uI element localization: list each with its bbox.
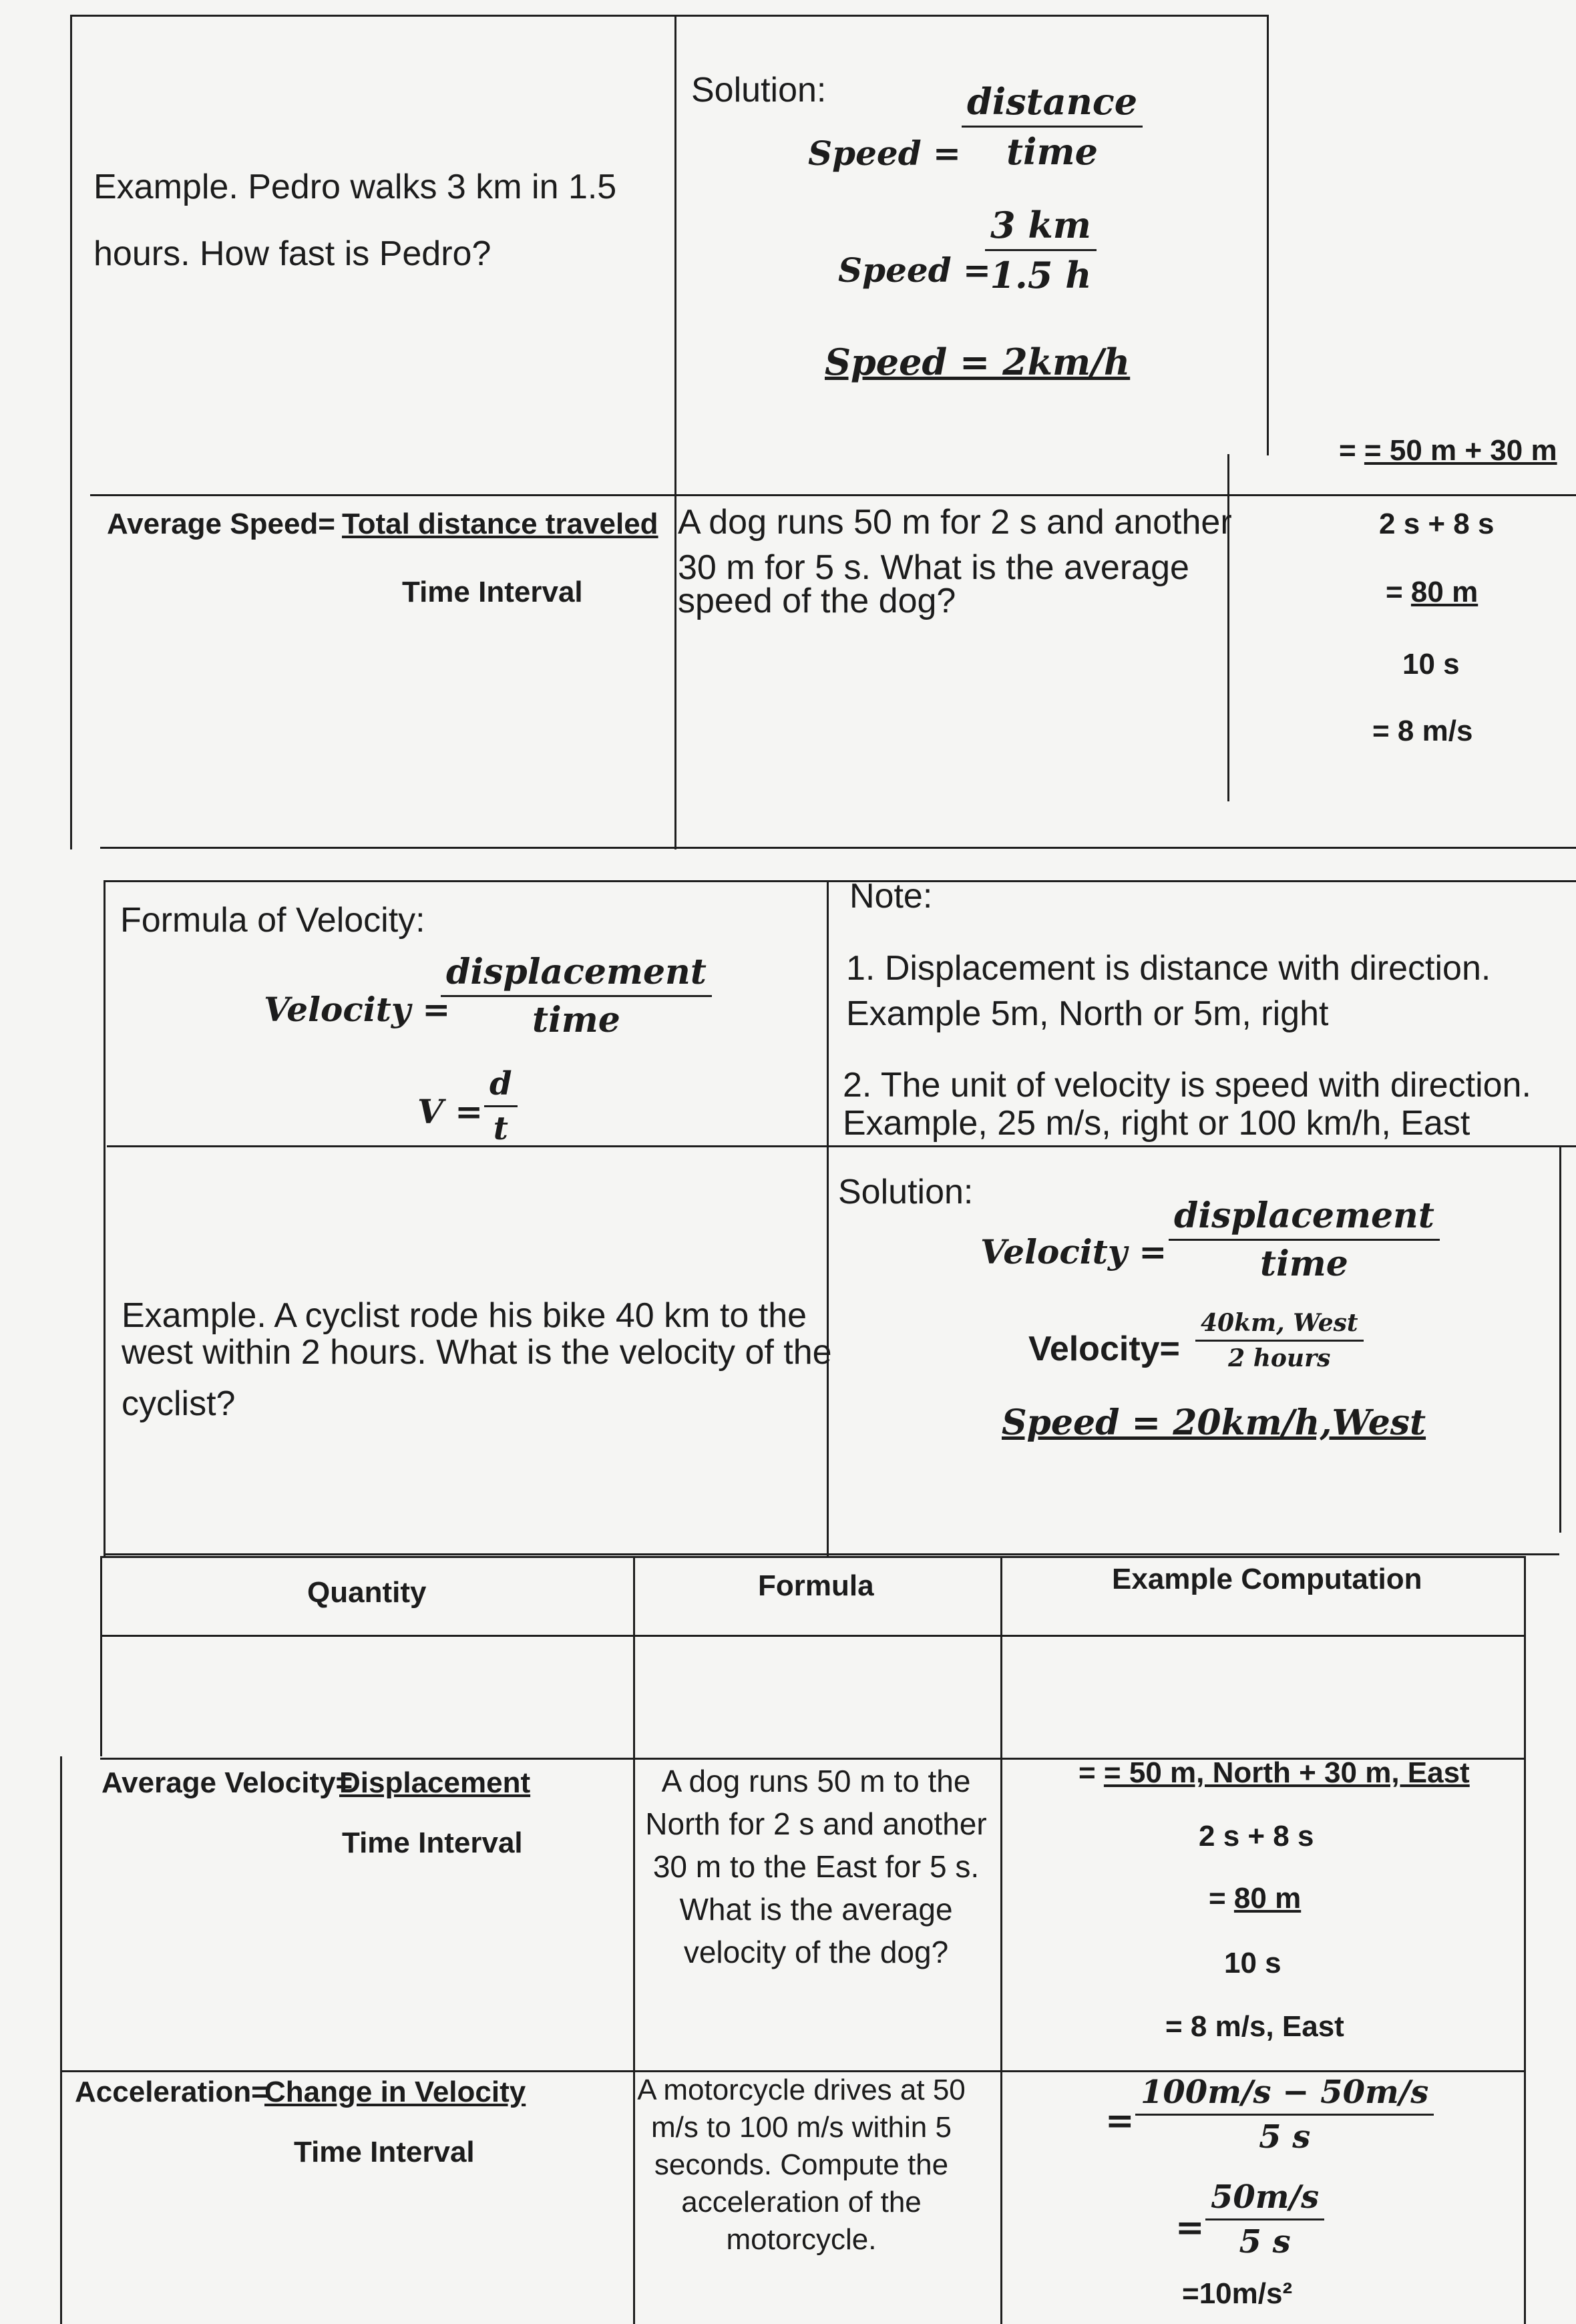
speed-substitution-fraction — [985, 204, 1097, 297]
note2-line2: Example, 25 m/s, right or 100 km/h, East — [843, 1104, 1470, 1143]
avg-velocity-calc-equals: = — [1209, 1882, 1234, 1915]
avg-velocity-problem-line: 30 m to the East for 5 s. — [652, 1849, 980, 1884]
velocity-substitution-fraction — [1195, 1309, 1364, 1372]
velocity-formula-label: Formula of Velocity: — [120, 901, 425, 940]
acceleration-label-prefix: Acceleration= — [75, 2076, 268, 2108]
acceleration-numerator: Change in Velocity — [264, 2076, 526, 2108]
note1-line1: 1. Displacement is distance with direction. — [846, 949, 1491, 988]
avg-velocity-problem-line: What is the average — [679, 1892, 953, 1927]
speed-result: Speed = 2km/h — [825, 341, 1131, 383]
acceleration-eq1: = — [1105, 2100, 1135, 2141]
velocity-solution-label: Solution: — [838, 1173, 974, 1211]
pedro-example-line2: hours. How fast is Pedro? — [93, 234, 491, 273]
box1-left-border — [70, 15, 72, 849]
speed-formula-denominator: time — [1006, 130, 1099, 173]
table-header-quantity: Quantity — [307, 1576, 427, 1609]
v-formula-numerator: d — [484, 1065, 518, 1107]
acceleration-problem-line: motorcycle. — [726, 2223, 877, 2256]
pedro-example-line1: Example. Pedro walks 3 km in 1.5 — [93, 168, 617, 206]
velocity-result: Speed = 20km/h,West — [1002, 1402, 1426, 1443]
velocity-formula-eq-label: Velocity = — [264, 990, 451, 1029]
avg-speed-calc-total — [1386, 576, 1478, 609]
note2-line1: 2. The unit of velocity is speed with direction. — [843, 1066, 1531, 1105]
acceleration-problem-line: acceleration of the — [681, 2186, 922, 2218]
cyclist-example-line1: Example. A cyclist rode his bike 40 km to the — [122, 1296, 807, 1335]
box1-top-border — [70, 15, 1269, 17]
dog-problem-line3: speed of the dog? — [678, 582, 956, 620]
avg-speed-calc-sum: = 50 m + 30 m — [1364, 434, 1557, 467]
velocity-solution-denominator: time — [1259, 1243, 1348, 1284]
speed-substitution-label: Speed = — [838, 250, 991, 290]
velocity-solution-numerator: displacement — [1169, 1195, 1440, 1241]
speed-substitution-numerator: 3 km — [985, 204, 1097, 251]
box1-mid-divider — [674, 15, 676, 849]
avg-speed-calc-total-value: 80 m — [1410, 576, 1479, 608]
acceleration-problem — [628, 2072, 975, 2259]
acceleration-fraction2-numerator: 50m/s — [1205, 2178, 1324, 2220]
avg-speed-calc-numerator: = = 50 m + 30 m — [1339, 434, 1557, 467]
velocity-formula-denominator: time — [532, 1000, 620, 1040]
avg-velocity-problem-line: velocity of the dog? — [683, 1935, 949, 1969]
avg-velocity-calc-result: = 8 m/s, East — [1165, 2010, 1344, 2043]
note1-line2: Example 5m, North or 5m, right — [846, 994, 1329, 1033]
box1-right-border — [1267, 15, 1269, 455]
acceleration-problem-line: seconds. Compute the — [654, 2148, 949, 2181]
table-left-border-bottom — [60, 1756, 62, 2324]
box1-row-divider — [90, 494, 1576, 496]
cyclist-example-line3: cyclist? — [122, 1384, 236, 1423]
table-top-border — [100, 1556, 1526, 1558]
avg-velocity-numerator: Displacement — [339, 1766, 531, 1799]
acceleration-denominator: Time Interval — [294, 2136, 475, 2168]
acceleration-fraction2 — [1205, 2178, 1324, 2261]
avg-velocity-problem-line: North for 2 s and another — [645, 1806, 987, 1841]
avg-speed-calc-equals: = — [1386, 576, 1411, 608]
v-formula-label: V = — [417, 1092, 483, 1131]
acceleration-eq2: = — [1175, 2207, 1205, 2248]
velocity-formula-numerator: displacement — [441, 952, 712, 997]
note-label: Note: — [849, 877, 933, 916]
avg-velocity-calc-total-value: 80 m — [1233, 1882, 1302, 1915]
cyclist-example-line2: west within 2 hours. What is the velocity of the — [122, 1333, 832, 1372]
avg-velocity-calc-time: 10 s — [1224, 1947, 1282, 1979]
avg-velocity-denominator: Time Interval — [342, 1826, 523, 1859]
velocity-formula-fraction — [441, 952, 712, 1040]
box2-right-border — [1559, 1145, 1561, 1533]
acceleration-fraction1 — [1135, 2074, 1434, 2156]
box1-bottom-border — [100, 847, 1576, 849]
box2-bottom-border — [104, 1553, 1559, 1555]
avg-speed-calc-denominator: 2 s + 8 s — [1379, 508, 1495, 540]
velocity-solution-fraction — [1169, 1195, 1440, 1284]
avg-velocity-calc-total — [1209, 1882, 1301, 1915]
box2-row-divider — [107, 1145, 1576, 1147]
table-right-border — [1524, 1556, 1526, 2324]
solution-label: Solution: — [691, 71, 827, 110]
speed-substitution-denominator: 1.5 h — [990, 254, 1092, 297]
avg-velocity-problem — [642, 1760, 990, 1973]
avg-velocity-calc-denominator: 2 s + 8 s — [1199, 1820, 1314, 1853]
avg-velocity-calc-numerator: = = 50 m, North + 30 m, East — [1078, 1756, 1470, 1789]
box2-top-border — [104, 880, 1576, 882]
table-col2-divider — [1000, 1556, 1002, 2324]
acceleration-result: =10m/s² — [1182, 2277, 1293, 2310]
avg-velocity-calc-sum: = 50 m, North + 30 m, East — [1103, 1756, 1470, 1789]
table-header-example: Example Computation — [1112, 1563, 1422, 1595]
avg-speed-calc-time: 10 s — [1402, 648, 1460, 681]
table-header-formula: Formula — [758, 1569, 874, 1602]
acceleration-problem-line: m/s to 100 m/s within 5 — [651, 2111, 952, 2144]
speed-formula-fraction — [962, 80, 1143, 173]
v-formula-denominator: t — [493, 1110, 508, 1147]
avg-speed-denominator: Time Interval — [402, 576, 583, 608]
velocity-substitution-denominator: 2 hours — [1228, 1344, 1331, 1372]
acceleration-fraction1-numerator: 100m/s − 50m/s — [1135, 2074, 1434, 2116]
avg-speed-label-prefix: Average Speed= — [107, 508, 335, 540]
dog-problem-line1: A dog runs 50 m for 2 s and another — [678, 503, 1232, 542]
acceleration-fraction2-denominator: 5 s — [1239, 2223, 1291, 2261]
acceleration-fraction1-denominator: 5 s — [1259, 2118, 1311, 2156]
table-header-divider — [100, 1635, 1526, 1637]
box2-mid-divider — [827, 880, 829, 1556]
avg-velocity-problem-line: A dog runs 50 m to the — [661, 1764, 971, 1798]
box2-left-border — [104, 880, 106, 1556]
velocity-substitution-numerator: 40km, West — [1195, 1309, 1364, 1342]
table-left-border-top — [100, 1556, 102, 1756]
acceleration-problem-line: A motorcycle drives at 50 — [637, 2074, 966, 2106]
velocity-substitution-label: Velocity= — [1028, 1330, 1180, 1368]
avg-speed-calc-result: = 8 m/s — [1372, 715, 1473, 747]
speed-formula-label: Speed = — [808, 134, 961, 173]
avg-speed-numerator: Total distance traveled — [342, 508, 658, 540]
avg-velocity-label-prefix: Average Velocity= — [102, 1766, 353, 1799]
v-formula-fraction — [484, 1065, 518, 1147]
speed-formula-numerator: distance — [962, 80, 1143, 128]
velocity-solution-eq-label: Velocity = — [980, 1232, 1167, 1272]
dog-problem-line2: 30 m for 5 s. What is the average — [678, 548, 1189, 587]
